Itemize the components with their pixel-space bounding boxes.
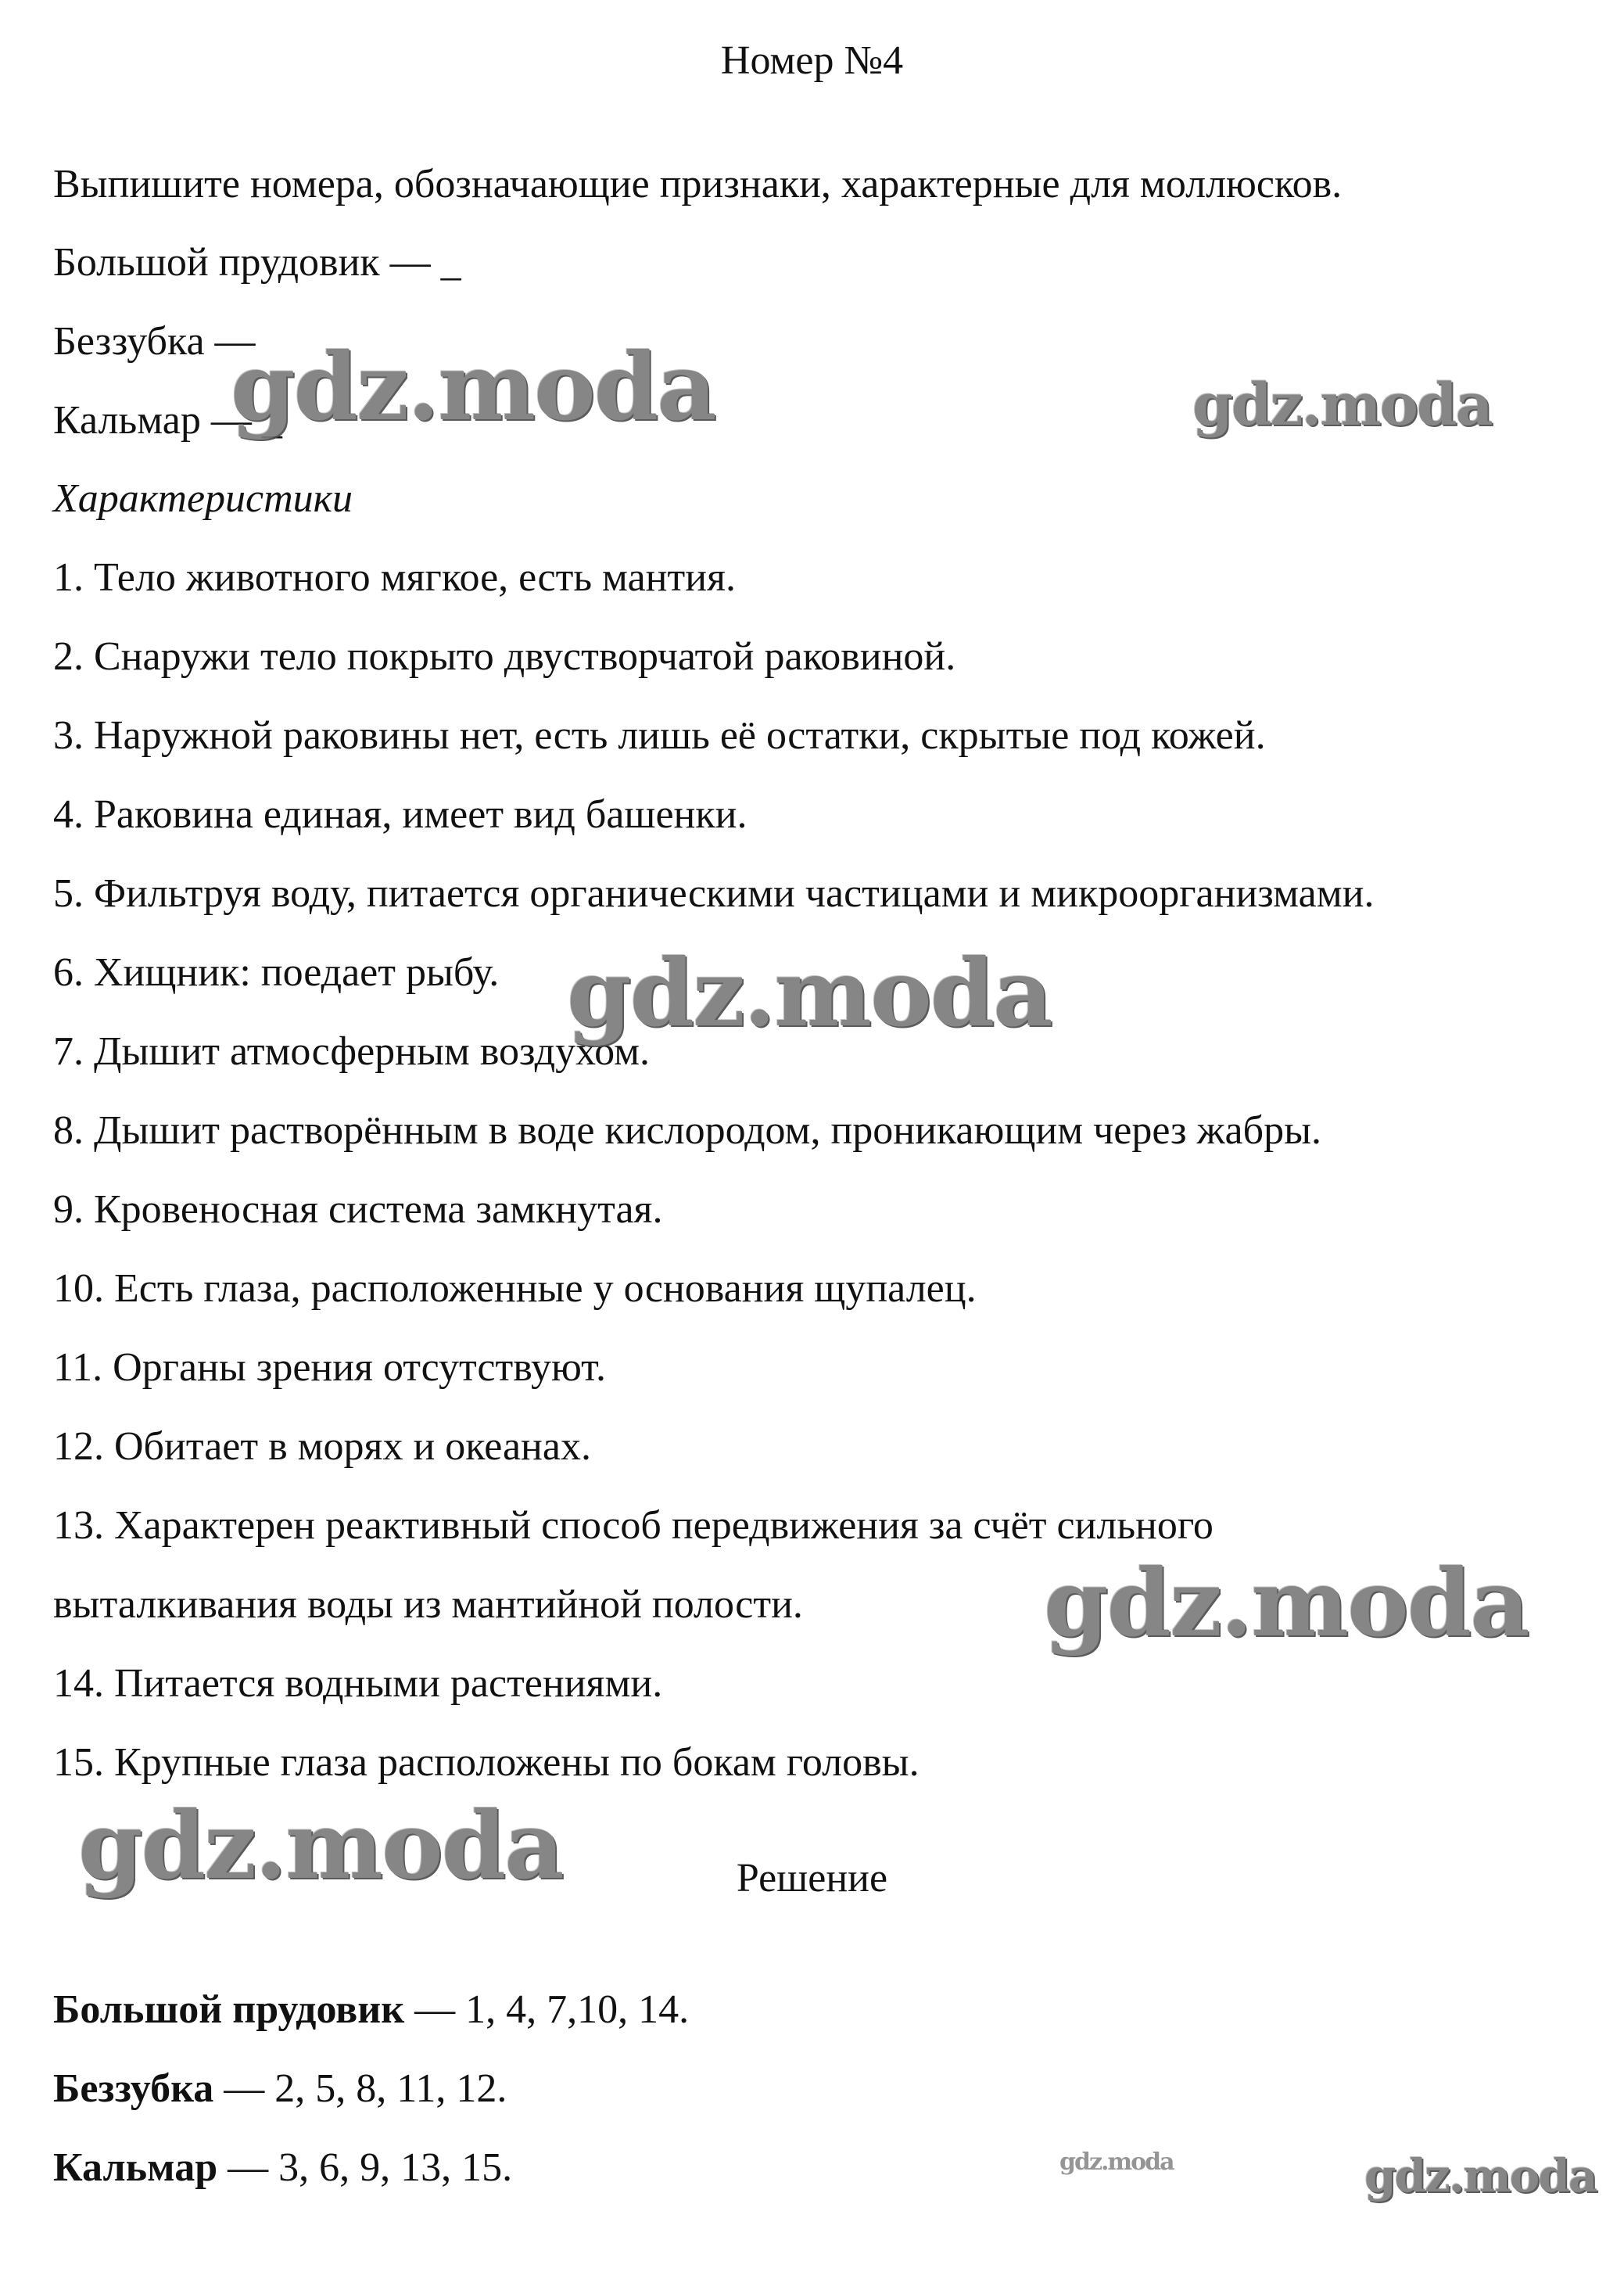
- solution-name: Кальмар: [53, 2145, 218, 2190]
- characteristic-item: 5. Фильтруя воду, питается органическими частицами и микроорганизмами.: [53, 871, 1375, 916]
- watermark: gdz.moda: [567, 939, 1052, 1047]
- characteristic-item: 11. Органы зрения отсутствуют.: [53, 1345, 606, 1390]
- characteristic-item: 3. Наружной раковины нет, есть лишь её остатки, скрытые под кожей.: [53, 713, 1266, 758]
- page-title: Номер №4: [720, 38, 904, 83]
- characteristic-item: 6. Хищник: поедает рыбу.: [53, 950, 500, 995]
- watermark: gdz.moda: [1192, 371, 1492, 439]
- characteristic-item-continued: выталкивания воды из мантийной полости.: [53, 1582, 803, 1627]
- watermark: gdz.moda: [1044, 1549, 1529, 1657]
- solution-answer: — 1, 4, 7,10, 14.: [404, 1987, 690, 2032]
- characteristic-item: 10. Есть глаза, расположенные у основания щупалец.: [53, 1266, 977, 1311]
- characteristic-item: 14. Питается водными растениями.: [53, 1661, 663, 1706]
- blank-squid: Кальмар — _: [53, 398, 282, 443]
- solution-row: [53, 1987, 689, 2033]
- solution-row: [53, 2145, 512, 2191]
- watermark: gdz.moda: [231, 332, 715, 441]
- characteristic-item: 2. Снаружи тело покрыто двустворчатой раковиной.: [53, 634, 956, 679]
- task-instruction: Выпишите номера, обозначающие признаки, характерные для моллюсков.: [53, 162, 1343, 206]
- blank-anodonta: Беззубка —: [53, 319, 256, 364]
- solution-row: [53, 2066, 507, 2112]
- characteristic-item: 12. Обитает в морях и океанах.: [53, 1424, 591, 1469]
- solution-name: Большой прудовик: [53, 1987, 405, 2032]
- solution-heading: Решение: [736, 1856, 888, 1901]
- characteristic-item: 4. Раковина единая, имеет вид башенки.: [53, 792, 747, 837]
- characteristic-item: 13. Характерен реактивный способ передвижения за счёт сильного: [53, 1503, 1214, 1548]
- characteristic-item: 7. Дышит атмосферным воздухом.: [53, 1029, 651, 1074]
- blank-pond-snail: Большой прудовик — _: [53, 240, 461, 285]
- watermark: gdz.moda: [1059, 2148, 1174, 2176]
- characteristic-item: 8. Дышит растворённым в воде кислородом, проникающим через жабры.: [53, 1108, 1322, 1153]
- watermark: gdz.moda: [1364, 2149, 1597, 2202]
- solution-answer: — 2, 5, 8, 11, 12.: [213, 2066, 507, 2111]
- solution-name: Беззубка: [53, 2066, 214, 2111]
- characteristic-item: 9. Кровеносная система замкнутая.: [53, 1187, 663, 1232]
- characteristic-item: 15. Крупные глаза расположены по бокам головы.: [53, 1740, 920, 1785]
- characteristics-heading: Характеристики: [53, 476, 353, 521]
- solution-answer: — 3, 6, 9, 13, 15.: [217, 2145, 513, 2190]
- watermark: gdz.moda: [78, 1791, 563, 1900]
- characteristic-item: 1. Тело животного мягкое, есть мантия.: [53, 555, 736, 600]
